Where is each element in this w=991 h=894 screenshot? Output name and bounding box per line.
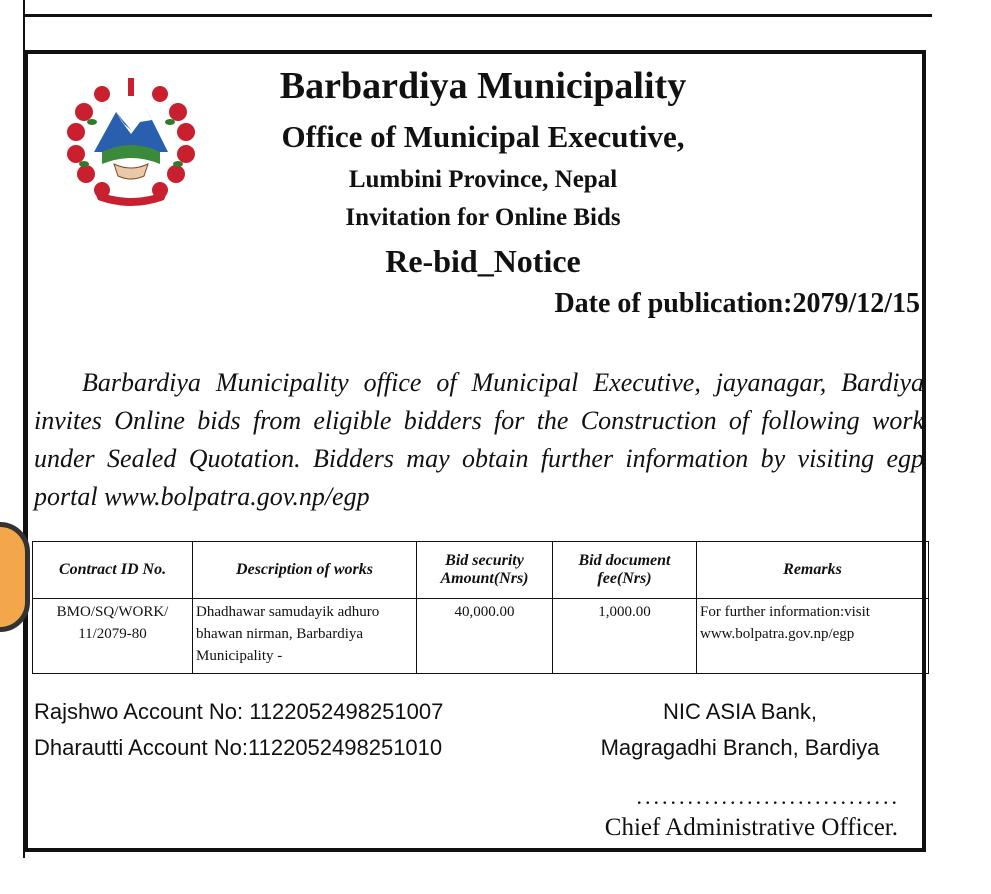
publication-date: Date of publication:2079/12/15 (554, 288, 920, 319)
bids-table (32, 541, 929, 674)
bid-notice (24, 50, 926, 852)
header-bid-security: Bid security Amount(Nrs) (417, 542, 553, 599)
cell-remarks: For further information:visit www.bolpatra.gov.np/egp (697, 599, 929, 674)
notice-body-paragraph: Barbardiya Municipality office of Municipal Executive, jayanagar, Bardiya invites Online bids from eligible bidders for the Construction of following work under Sealed Quotation. Bidders may obtain further information by visiting egp portal www.bolpatra.gov.np/egp (34, 368, 924, 511)
invitation-line: Invitation for Online Bids (345, 204, 621, 231)
scroll-handle[interactable] (0, 522, 30, 632)
province-line: Lumbini Province, Nepal (348, 166, 618, 193)
header-description: Description of works (193, 542, 417, 599)
account-numbers (34, 694, 443, 766)
table-header-row (33, 542, 929, 599)
rajshwo-account: Rajshwo Account No: 1122052498251007 (34, 699, 444, 724)
nepal-emblem-icon (54, 72, 208, 206)
office-subtitle: Office of Municipal Executive, (281, 119, 685, 154)
signatory-title: Chief Administrative Officer. (604, 814, 898, 841)
municipality-title: Barbardiya Municipality (279, 65, 687, 107)
bank-name: NIC ASIA Bank, (662, 699, 818, 724)
header-contract-id: Contract ID No. (33, 542, 193, 599)
cell-contract-id: BMO/SQ/WORK/ 11/2079-80 (33, 599, 193, 674)
signature-line: ............................... (636, 784, 900, 809)
cell-description: Dhadhawar samudayik adhuro bhawan nirman, Barbardiya Municipality - (193, 599, 417, 674)
cell-bid-security: 40,000.00 (417, 599, 553, 674)
header-doc-fee: Bid document fee(Nrs) (553, 542, 697, 599)
header-remarks: Remarks (697, 542, 929, 599)
dharautti-account: Dharautti Account No:1122052498251010 (34, 735, 443, 760)
left-page-edge (0, 0, 25, 858)
top-divider (25, 14, 932, 17)
cell-doc-fee: 1,000.00 (553, 599, 697, 674)
rebid-heading: Re-bid_Notice (385, 243, 581, 279)
bank-details (560, 694, 920, 766)
table-row (33, 599, 929, 674)
bank-branch: Magragadhi Branch, Bardiya (600, 735, 880, 760)
